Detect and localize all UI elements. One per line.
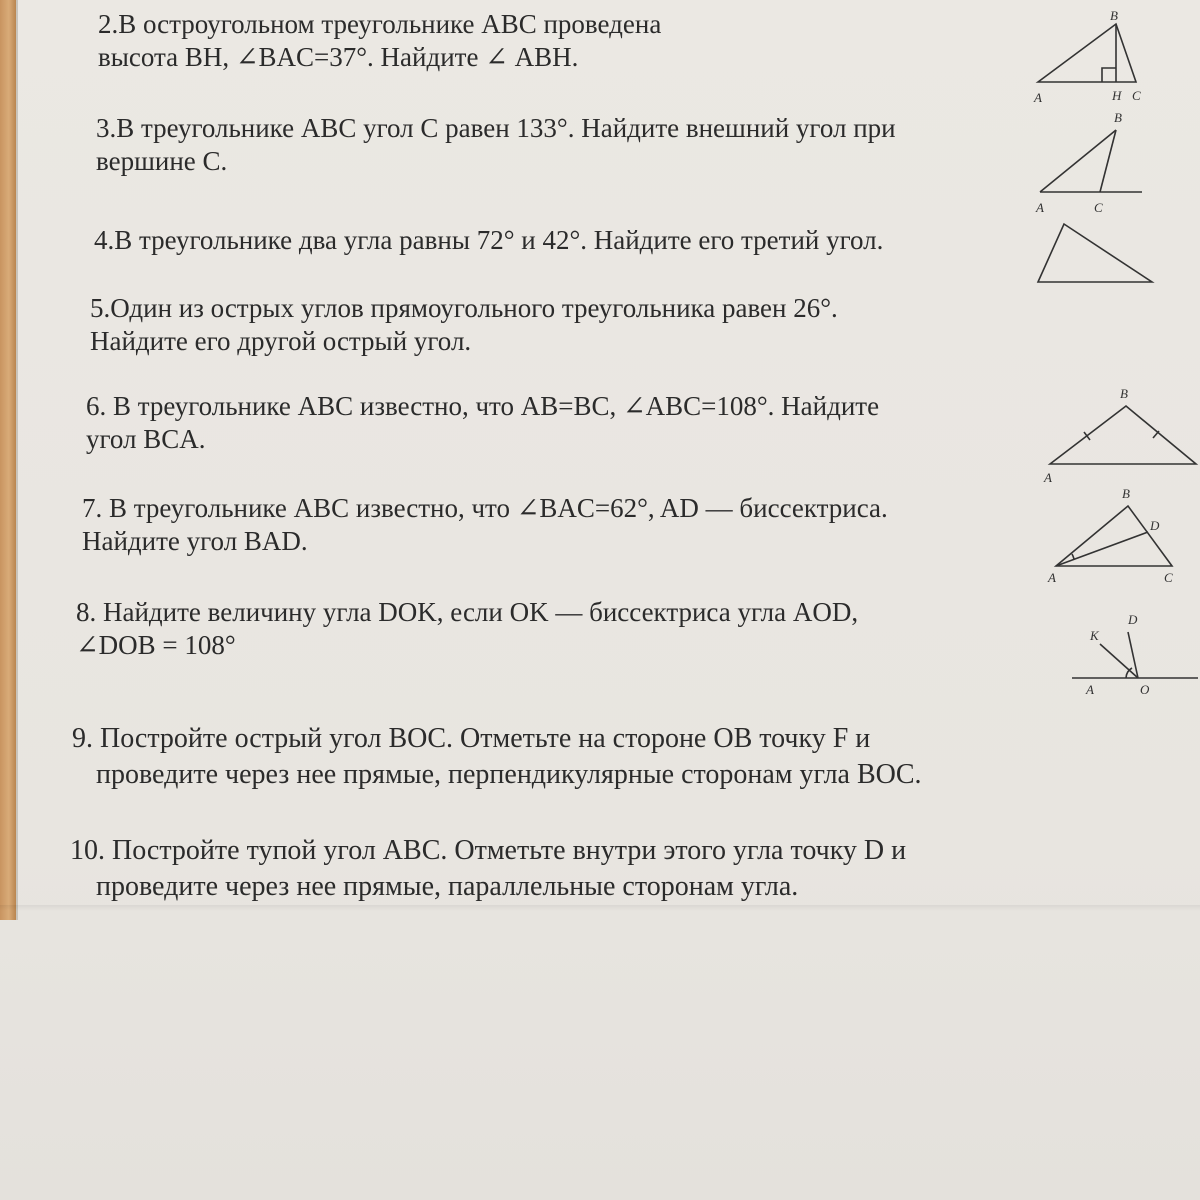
problem-8-line-1: 8. Найдите величину угла DOK, если OK — биссектриса угла AOD, <box>76 597 859 627</box>
vertex-label-d: D <box>1150 518 1160 533</box>
figure-problem-4 <box>1030 216 1160 296</box>
vertex-label-c: C <box>1094 200 1103 215</box>
wooden-desk-edge <box>0 0 16 920</box>
vertex-label-a: A <box>1044 470 1052 485</box>
problem-5 <box>90 292 838 358</box>
triangle-shape <box>1038 224 1152 282</box>
vertex-label-h: H <box>1112 88 1122 103</box>
problem-7-line-2: Найдите угол BAD. <box>82 526 308 556</box>
equal-side-tick-bc <box>1153 431 1159 438</box>
vertex-label-b: B <box>1120 386 1128 401</box>
problem-9-line-2: проведите через нее прямые, перпендикулярные сторонам угла BOC. <box>96 759 922 790</box>
problem-10-line-1: 10. Постройте тупой угол ABC. Отметьте внутри этого угла точку D и <box>70 835 907 866</box>
problem-9 <box>72 721 922 793</box>
angle-arc-mark <box>1072 554 1074 559</box>
problem-5-line-1: 5.Один из острых углов прямоугольного треугольника равен 26°. <box>90 293 838 323</box>
problem-3-line-1: 3.В треугольнике ABC угол C равен 133°. Найдите внешний угол при <box>96 113 896 143</box>
page-margin-line <box>16 0 18 920</box>
problem-9-line-1: 9. Постройте острый угол BOC. Отметьте на стороне OB точку F и <box>72 723 871 754</box>
vertex-label-a: A <box>1048 570 1056 585</box>
isosceles-triangle-diagram <box>1038 384 1198 484</box>
problem-7 <box>82 492 888 558</box>
figure-problem-6 <box>1038 384 1198 484</box>
vertex-label-a: A <box>1034 90 1042 105</box>
vertex-label-a: A <box>1036 200 1044 215</box>
exterior-angle-diagram <box>1030 108 1170 218</box>
vertex-label-c: C <box>1164 570 1173 585</box>
problem-6-line-1: 6. В треугольнике ABC известно, что AB=BC, ∠ABC=108°. Найдите <box>86 391 880 421</box>
angle-arc-mark <box>1126 668 1132 678</box>
triangle-diagram <box>1030 216 1160 296</box>
problem-2-line-2: высота BH, ∠BAC=37°. Найдите ∠ ABH. <box>98 42 579 72</box>
page-fold-shadow <box>0 905 1200 911</box>
bisector-ad-line <box>1056 532 1148 566</box>
figure-problem-8 <box>1070 606 1200 702</box>
figure-problem-7 <box>1044 484 1184 584</box>
problem-5-line-2: Найдите его другой острый угол. <box>90 326 472 356</box>
figure-problem-3 <box>1030 108 1170 218</box>
problem-2-line-1: 2.В остроугольном треугольнике ABC проведена <box>98 9 662 39</box>
side-bc-line <box>1100 130 1116 192</box>
angle-bisector-diagram <box>1070 606 1200 702</box>
problem-3-line-2: вершине C. <box>96 146 228 176</box>
ray-label-d: D <box>1128 612 1138 627</box>
problem-3 <box>96 112 896 178</box>
ray-label-a: A <box>1086 682 1094 697</box>
vertex-label-c: C <box>1132 88 1141 103</box>
problem-10-line-2: проведите через нее прямые, параллельные сторонам угла. <box>96 871 799 902</box>
vertex-label-b: B <box>1122 486 1130 501</box>
triangle-abc-shape <box>1038 24 1136 82</box>
side-ab-line <box>1040 130 1116 192</box>
figure-problem-2 <box>1030 4 1160 104</box>
problem-10 <box>70 833 906 905</box>
problem-8-line-2: ∠DOB = 108° <box>76 630 236 660</box>
problem-7-line-1: 7. В треугольнике ABC известно, что ∠BAC=62°, AD — биссектриса. <box>82 493 888 523</box>
vertex-label-b: B <box>1110 8 1118 23</box>
problem-6-line-2: угол BCA. <box>86 424 206 454</box>
problem-8 <box>76 596 858 662</box>
bisector-triangle-diagram <box>1044 484 1184 584</box>
triangle-altitude-diagram <box>1030 4 1160 104</box>
problem-6 <box>86 390 879 456</box>
right-angle-mark <box>1102 68 1116 82</box>
vertex-label-o: O <box>1140 682 1150 697</box>
triangle-abc-shape <box>1050 406 1196 464</box>
problem-4 <box>94 224 883 257</box>
problem-4-line-1: 4.В треугольнике два угла равны 72° и 42°. Найдите его третий угол. <box>94 225 884 255</box>
vertex-label-b: B <box>1114 110 1122 125</box>
problem-2 <box>98 8 661 74</box>
ray-label-k: K <box>1090 628 1099 643</box>
